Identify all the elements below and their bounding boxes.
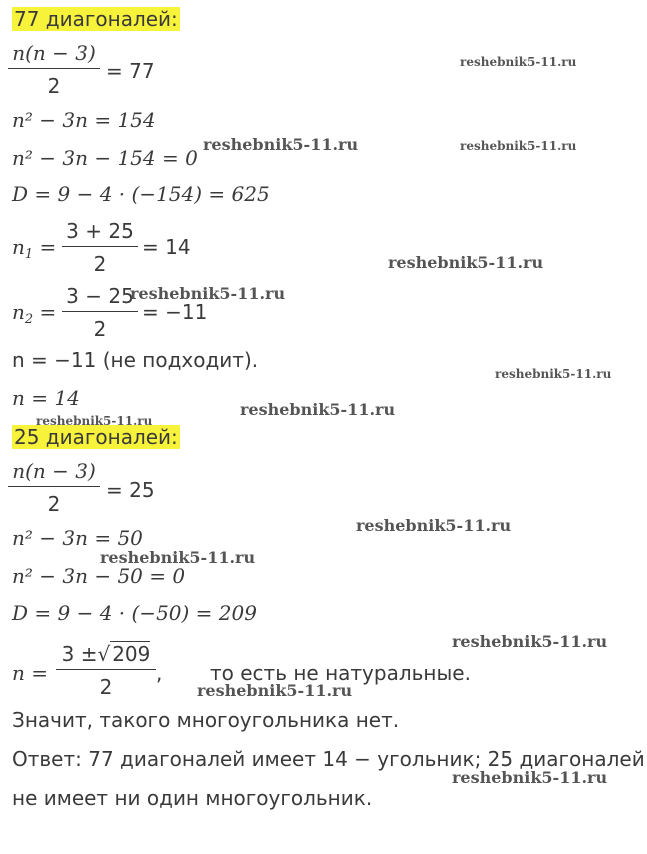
conclusion-line-1: Значит, такого многоугольника нет. xyxy=(12,708,400,732)
fraction-n1 xyxy=(62,218,138,277)
fraction-25-denominator: 2 xyxy=(47,492,61,516)
n2-lhs: $n_2$ = xyxy=(12,300,57,327)
eq77-line-4: D = 9 − 4 · (−154) = 625 xyxy=(12,182,270,206)
n2-var: n xyxy=(12,300,25,324)
root-comma: , xyxy=(156,661,163,685)
watermark: reshebnik5-11.ru xyxy=(495,367,612,381)
n1-rhs: = 14 xyxy=(142,235,191,259)
n-root-lhs: n = xyxy=(12,661,48,685)
fraction-25-rhs: = 25 xyxy=(106,478,155,502)
watermark: reshebnik5-11.ru xyxy=(388,253,544,272)
fraction-root-numerator: 3 ±√ 209 xyxy=(61,642,151,666)
fraction-77-denominator: 2 xyxy=(47,74,61,98)
eq25-line-3: n² − 3n − 50 = 0 xyxy=(12,564,186,588)
plus-minus-part: 3 ± xyxy=(61,642,98,666)
fraction-bar xyxy=(62,246,138,247)
watermark: reshebnik5-11.ru xyxy=(460,55,577,69)
fraction-n2 xyxy=(62,283,138,342)
watermark: reshebnik5-11.ru xyxy=(240,400,396,419)
heading-77 xyxy=(12,6,180,32)
answer-line-1: Ответ: 77 диагоналей имеет 14 − угольник; 25 диагоналей xyxy=(12,747,645,771)
fraction-77-rhs: = 77 xyxy=(106,59,155,83)
n2-subscript: 2 xyxy=(24,312,34,327)
fraction-n1-denominator: 2 xyxy=(93,252,107,276)
eq77-line-8: n = 14 xyxy=(12,386,80,410)
watermark: reshebnik5-11.ru xyxy=(100,548,256,567)
watermark: reshebnik5-11.ru xyxy=(36,414,153,428)
n2-rhs: = −11 xyxy=(142,300,208,324)
eq25-line-4: D = 9 − 4 · (−50) = 209 xyxy=(12,601,257,625)
fraction-n2-numerator: 3 − 25 xyxy=(66,284,134,308)
eq77-line-3: n² − 3n − 154 = 0 xyxy=(12,146,198,170)
heading-25-text: 25 диагоналей: xyxy=(14,425,178,449)
watermark: reshebnik5-11.ru xyxy=(452,632,608,651)
fraction-root xyxy=(56,641,156,700)
watermark: reshebnik5-11.ru xyxy=(460,139,577,153)
fraction-bar xyxy=(62,311,138,312)
n1-subscript: 1 xyxy=(24,247,34,262)
fraction-root-denominator: 2 xyxy=(99,675,113,699)
fraction-25-numerator: n(n − 3) xyxy=(12,459,96,483)
watermark: reshebnik5-11.ru xyxy=(197,681,353,700)
fraction-n2-denominator: 2 xyxy=(93,317,107,341)
heading-77-text: 77 диагоналей: xyxy=(14,7,178,31)
eq77-line-2: n² − 3n = 154 xyxy=(12,108,156,132)
answer-line-2: не имеет ни один многоугольник. xyxy=(12,786,373,810)
watermark: reshebnik5-11.ru xyxy=(356,516,512,535)
n1-var: n xyxy=(12,235,25,259)
watermark: reshebnik5-11.ru xyxy=(203,135,359,154)
root-note: то есть не натуральные. xyxy=(210,661,471,685)
n1-lhs: $n_1$ = xyxy=(12,235,57,262)
fraction-77-numerator: n(n − 3) xyxy=(12,41,96,65)
fraction-77 xyxy=(8,40,100,99)
eq25-line-2: n² − 3n = 50 xyxy=(12,526,143,550)
fraction-bar xyxy=(56,669,156,670)
watermark: reshebnik5-11.ru xyxy=(452,768,608,787)
fraction-25 xyxy=(8,458,100,517)
fraction-bar xyxy=(8,68,100,69)
fraction-n1-numerator: 3 + 25 xyxy=(66,219,134,243)
sqrt-radicand: 209 xyxy=(112,642,151,666)
eq77-line-7: n = −11 (не подходит). xyxy=(12,348,259,372)
watermark: reshebnik5-11.ru xyxy=(130,284,286,303)
fraction-bar xyxy=(8,486,100,487)
